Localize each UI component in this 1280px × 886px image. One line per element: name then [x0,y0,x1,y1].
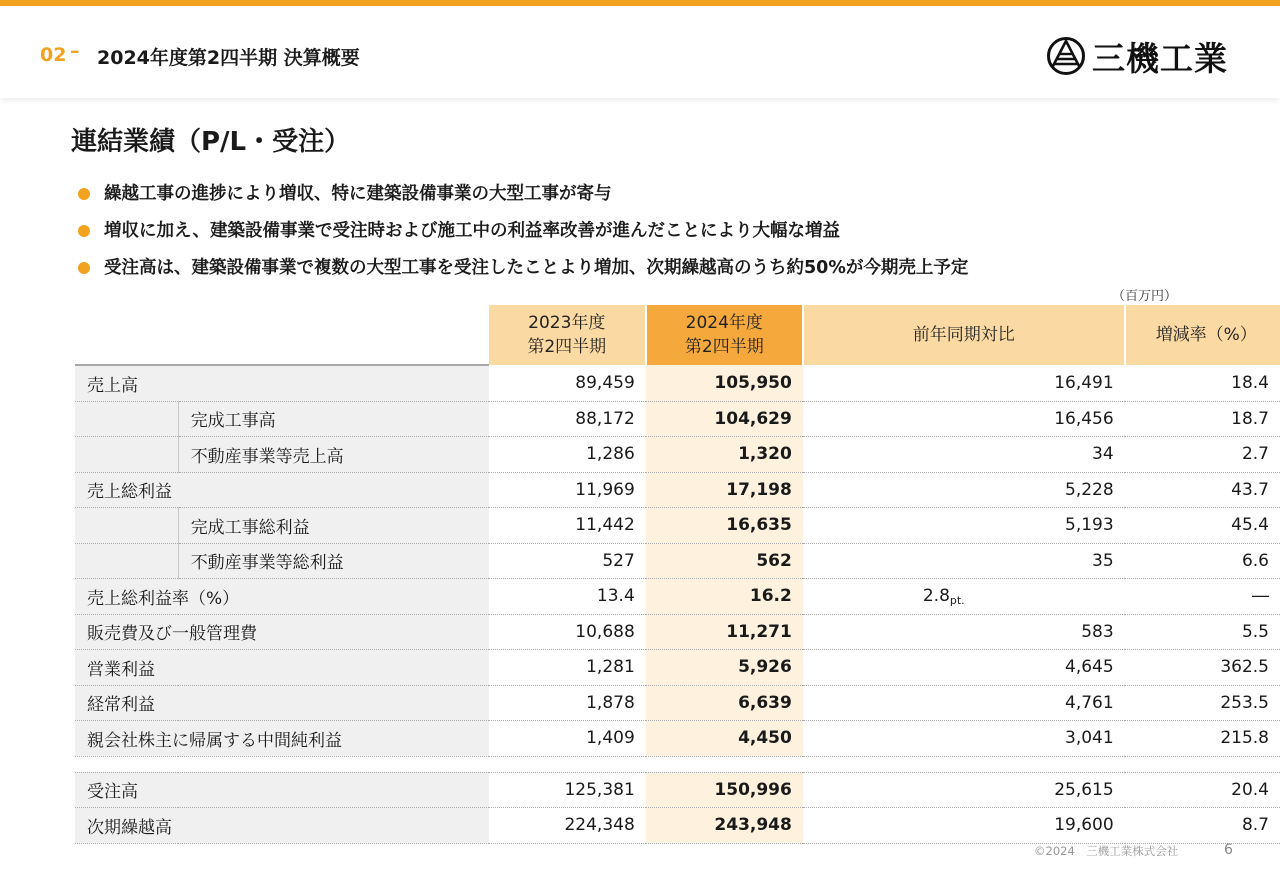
value-diff: 5,228 [803,472,1125,508]
bullet-text: 受注高は、建築設備事業で複数の大型工事を受注したことより増加、次期繰越高のうち約50%が今期売上予定 [104,258,969,278]
value-current: 562 [646,543,803,579]
row-label: 売上高 [75,365,489,401]
bullet-text: 増収に加え、建築設備事業で受注時および施工中の利益率改善が進んだことにより大幅な増益 [104,221,841,241]
value-diff: 3,041 [803,721,1125,757]
value-current: 17,198 [646,472,803,508]
bullet-dot-icon [78,225,90,237]
value-rate: 362.5 [1125,650,1280,686]
value-current: 243,948 [646,808,803,844]
value-current: 105,950 [646,365,803,401]
indent-cell [75,401,178,437]
bullet-item [78,217,968,254]
value-current: 1,320 [646,437,803,473]
value-diff: 16,491 [803,365,1125,401]
header-prev-period: 2023年度 第2四半期 [489,305,646,365]
header-change-rate: 増減率（%） [1125,305,1280,365]
row-label: 親会社株主に帰属する中間純利益 [75,721,489,757]
value-diff: 583 [803,614,1125,650]
value-rate: 215.8 [1125,721,1280,757]
section-title: 2024年度第2四半期 決算概要 [97,47,360,69]
table-row [75,808,1280,844]
row-label: 営業利益 [75,650,489,686]
value-prev: 1,409 [489,721,646,757]
value-rate: 5.5 [1125,614,1280,650]
table-row [75,650,1280,686]
table-row [75,401,1280,437]
value-diff: 5,193 [803,508,1125,544]
bullet-dot-icon [78,188,90,200]
section-dash: – [70,40,80,62]
value-diff: 25,615 [803,772,1125,808]
row-label: 次期繰越高 [75,808,489,844]
value-rate: 45.4 [1125,508,1280,544]
table-header-row [75,305,1280,365]
unit-label: （百万円） [1112,289,1178,304]
table-row [75,365,1280,401]
row-label: 経常利益 [75,685,489,721]
table-spacer-row [75,756,1280,772]
row-label: 売上総利益 [75,472,489,508]
row-sublabel: 不動産事業等総利益 [178,543,489,579]
value-diff: 34 [803,437,1125,473]
value-current: 104,629 [646,401,803,437]
logo-emblem-icon [1046,36,1086,76]
value-diff: 19,600 [803,808,1125,844]
value-rate: ― [1125,579,1280,615]
value-prev: 224,348 [489,808,646,844]
summary-bullets [78,180,968,291]
row-label: 販売費及び一般管理費 [75,614,489,650]
value-rate: 6.6 [1125,543,1280,579]
table-row [75,772,1280,808]
value-current: 16,635 [646,508,803,544]
value-prev: 13.4 [489,579,646,615]
value-diff: 16,456 [803,401,1125,437]
header-blank [75,305,489,365]
bullet-dot-icon [78,262,90,274]
header-current-period: 2024年度 第2四半期 [646,305,803,365]
bullet-item [78,180,968,217]
value-diff: 4,645 [803,650,1125,686]
value-diff: 4,761 [803,685,1125,721]
value-prev: 10,688 [489,614,646,650]
indent-cell [75,543,178,579]
company-logo [1046,36,1228,76]
value-diff: 35 [803,543,1125,579]
table-row [75,508,1280,544]
table-row [75,614,1280,650]
value-prev: 89,459 [489,365,646,401]
page-number: 6 [1224,842,1233,858]
value-diff: $2.8_{pt.}$ [803,579,1125,615]
row-sublabel: 完成工事総利益 [178,508,489,544]
value-prev: 1,286 [489,437,646,473]
value-prev: 11,969 [489,472,646,508]
value-current: 16.2 [646,579,803,615]
table-row [75,685,1280,721]
indent-cell [75,508,178,544]
row-label: 受注高 [75,772,489,808]
table-row [75,437,1280,473]
value-rate: 18.4 [1125,365,1280,401]
value-rate: 18.7 [1125,401,1280,437]
row-label: 売上総利益率（%） [75,579,489,615]
pt-suffix: pt. [949,594,965,608]
value-rate: 20.4 [1125,772,1280,808]
value-prev: 88,172 [489,401,646,437]
value-current: 11,271 [646,614,803,650]
row-sublabel: 不動産事業等売上高 [178,437,489,473]
pl-table [75,305,1280,844]
table-row [75,579,1280,615]
value-rate: 253.5 [1125,685,1280,721]
row-sublabel: 完成工事高 [178,401,489,437]
value-rate: 2.7 [1125,437,1280,473]
value-prev: 125,381 [489,772,646,808]
value-prev: 527 [489,543,646,579]
table-row [75,721,1280,757]
value-prev: 1,281 [489,650,646,686]
value-rate: 8.7 [1125,808,1280,844]
section-number: 02 [40,44,67,66]
page-title: 連結業績（P/L・受注） [71,127,351,157]
copyright: ©2024 三機工業株式会社 [1034,844,1179,858]
bullet-item [78,254,968,291]
value-current: 4,450 [646,721,803,757]
indent-cell [75,437,178,473]
company-name: 三機工業 [1092,38,1228,78]
value-current: 6,639 [646,685,803,721]
value-rate: 43.7 [1125,472,1280,508]
table-row [75,543,1280,579]
spacer-cell [75,756,1280,772]
value-current: 5,926 [646,650,803,686]
table-row [75,472,1280,508]
bullet-text: 繰越工事の進捗により増収、特に建築設備事業の大型工事が寄与 [104,184,612,204]
value-current: 150,996 [646,772,803,808]
value-prev: 11,442 [489,508,646,544]
header-yoy-diff: 前年同期対比 [803,305,1125,365]
value-prev: 1,878 [489,685,646,721]
